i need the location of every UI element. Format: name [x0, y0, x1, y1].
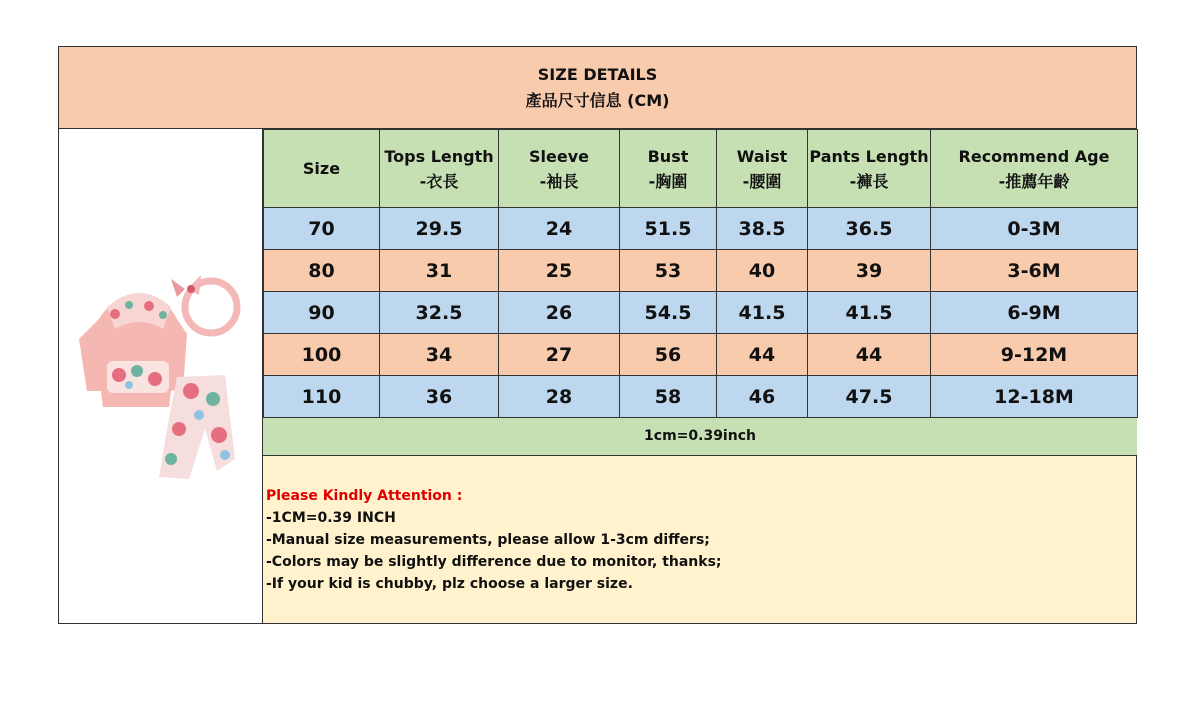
title-line-1: SIZE DETAILS: [537, 65, 658, 84]
note-line: -Manual size measurements, please allow 1-3cm differs;: [266, 532, 710, 548]
cell-recommend-age: 3-6M: [931, 250, 1138, 292]
title-banner: [59, 47, 1136, 129]
cell-recommend-age: 12-18M: [931, 376, 1138, 418]
header-tops-length: Tops Length -衣長: [380, 130, 499, 208]
cell-size: 110: [264, 376, 380, 418]
cell-sleeve: 26: [499, 292, 620, 334]
cell-pants-length: 44: [808, 334, 931, 376]
cell-size: 90: [264, 292, 380, 334]
title-line-2: 產品尺寸信息 (CM): [525, 91, 670, 110]
size-chart-sheet: [58, 46, 1137, 624]
cell-waist: 41.5: [717, 292, 808, 334]
cell-bust: 51.5: [620, 208, 717, 250]
table-row: [264, 292, 1138, 334]
cell-tops-length: 34: [380, 334, 499, 376]
cell-recommend-age: 0-3M: [931, 208, 1138, 250]
header-waist: Waist -腰圍: [717, 130, 808, 208]
note-line: -Colors may be slightly difference due to monitor, thanks;: [266, 554, 722, 570]
header-size: Size: [264, 130, 380, 208]
cell-tops-length: 36: [380, 376, 499, 418]
cell-tops-length: 32.5: [380, 292, 499, 334]
cell-tops-length: 29.5: [380, 208, 499, 250]
attention-notes: [263, 456, 1136, 623]
product-image-cell: [59, 129, 263, 623]
table-row: [264, 250, 1138, 292]
note-line: -1CM=0.39 INCH: [266, 510, 396, 526]
cell-sleeve: 24: [499, 208, 620, 250]
cell-tops-length: 31: [380, 250, 499, 292]
cell-waist: 44: [717, 334, 808, 376]
cell-recommend-age: 9-12M: [931, 334, 1138, 376]
attention-heading: Please Kindly Attention :: [266, 488, 463, 504]
cell-bust: 56: [620, 334, 717, 376]
size-table: [263, 129, 1138, 418]
cell-bust: 58: [620, 376, 717, 418]
header-bust: Bust -胸圍: [620, 130, 717, 208]
cell-recommend-age: 6-9M: [931, 292, 1138, 334]
cell-sleeve: 27: [499, 334, 620, 376]
cell-bust: 53: [620, 250, 717, 292]
table-row: [264, 376, 1138, 418]
table-header-row: [264, 130, 1138, 208]
unit-conversion-note: 1cm=0.39inch: [263, 417, 1137, 456]
cell-size: 70: [264, 208, 380, 250]
cell-pants-length: 36.5: [808, 208, 931, 250]
headband-icon: [171, 275, 237, 333]
product-image: [59, 129, 263, 623]
header-recommend-age: Recommend Age -推薦年齡: [931, 130, 1138, 208]
cell-pants-length: 39: [808, 250, 931, 292]
cell-sleeve: 28: [499, 376, 620, 418]
cell-size: 100: [264, 334, 380, 376]
note-line: -If your kid is chubby, plz choose a larger size.: [266, 576, 633, 592]
cell-pants-length: 47.5: [808, 376, 931, 418]
cell-sleeve: 25: [499, 250, 620, 292]
cell-waist: 46: [717, 376, 808, 418]
cell-pants-length: 41.5: [808, 292, 931, 334]
table-row: [264, 208, 1138, 250]
table-row: [264, 334, 1138, 376]
header-pants-length: Pants Length -褲長: [808, 130, 931, 208]
cell-waist: 38.5: [717, 208, 808, 250]
header-sleeve: Sleeve -袖長: [499, 130, 620, 208]
cell-size: 80: [264, 250, 380, 292]
cell-waist: 40: [717, 250, 808, 292]
hoodie-icon: [79, 293, 187, 407]
cell-bust: 54.5: [620, 292, 717, 334]
